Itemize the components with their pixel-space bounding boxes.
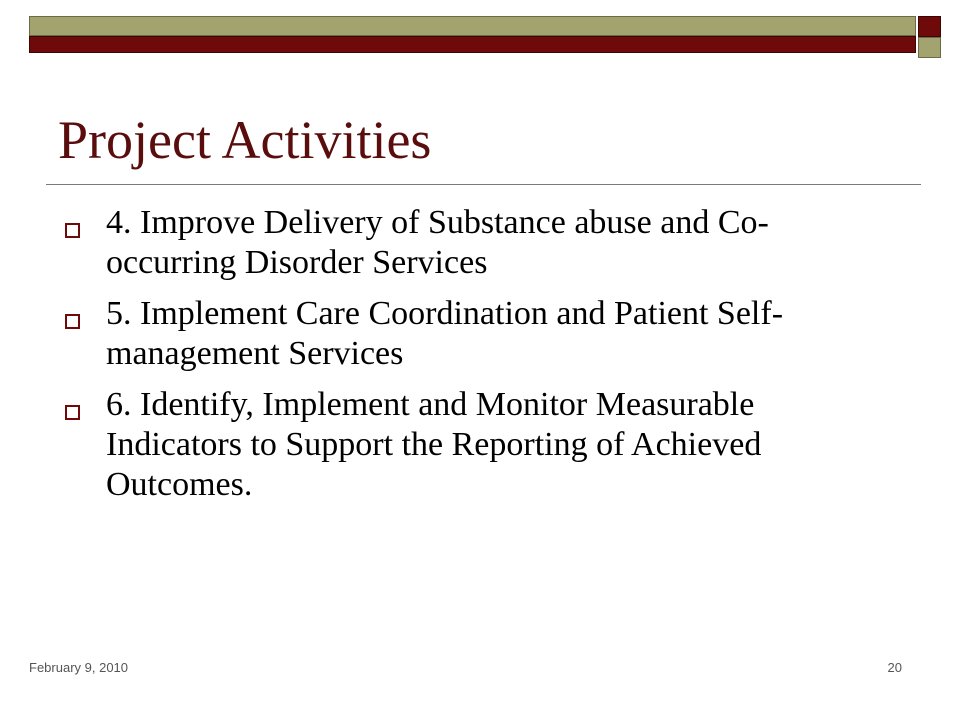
hollow-square-icon xyxy=(65,405,80,420)
decorative-olive-bar xyxy=(29,16,916,36)
bullet-item xyxy=(62,294,882,374)
hollow-square-icon xyxy=(65,314,80,329)
decorative-olive-square xyxy=(918,37,941,58)
footer-date: February 9, 2010 xyxy=(29,660,129,675)
bullet-list xyxy=(62,203,882,516)
title-divider xyxy=(46,184,921,185)
bullet-text: 6. Identify, Implement and Monitor Measurable Indicators to Support the Reporting of Achieved Outcomes. xyxy=(106,386,762,503)
decorative-maroon-bar xyxy=(29,36,916,53)
hollow-square-icon xyxy=(65,223,80,238)
bullet-item xyxy=(62,385,882,505)
page-number: 20 xyxy=(887,660,902,675)
decorative-maroon-square xyxy=(918,16,941,37)
bullet-text: 4. Improve Delivery of Substance abuse and Co-occurring Disorder Services xyxy=(106,204,769,281)
bullet-item xyxy=(62,203,882,283)
bullet-text: 5. Implement Care Coordination and Patient Self-management Services xyxy=(106,295,784,372)
slide-title: Project Activities xyxy=(58,110,432,170)
